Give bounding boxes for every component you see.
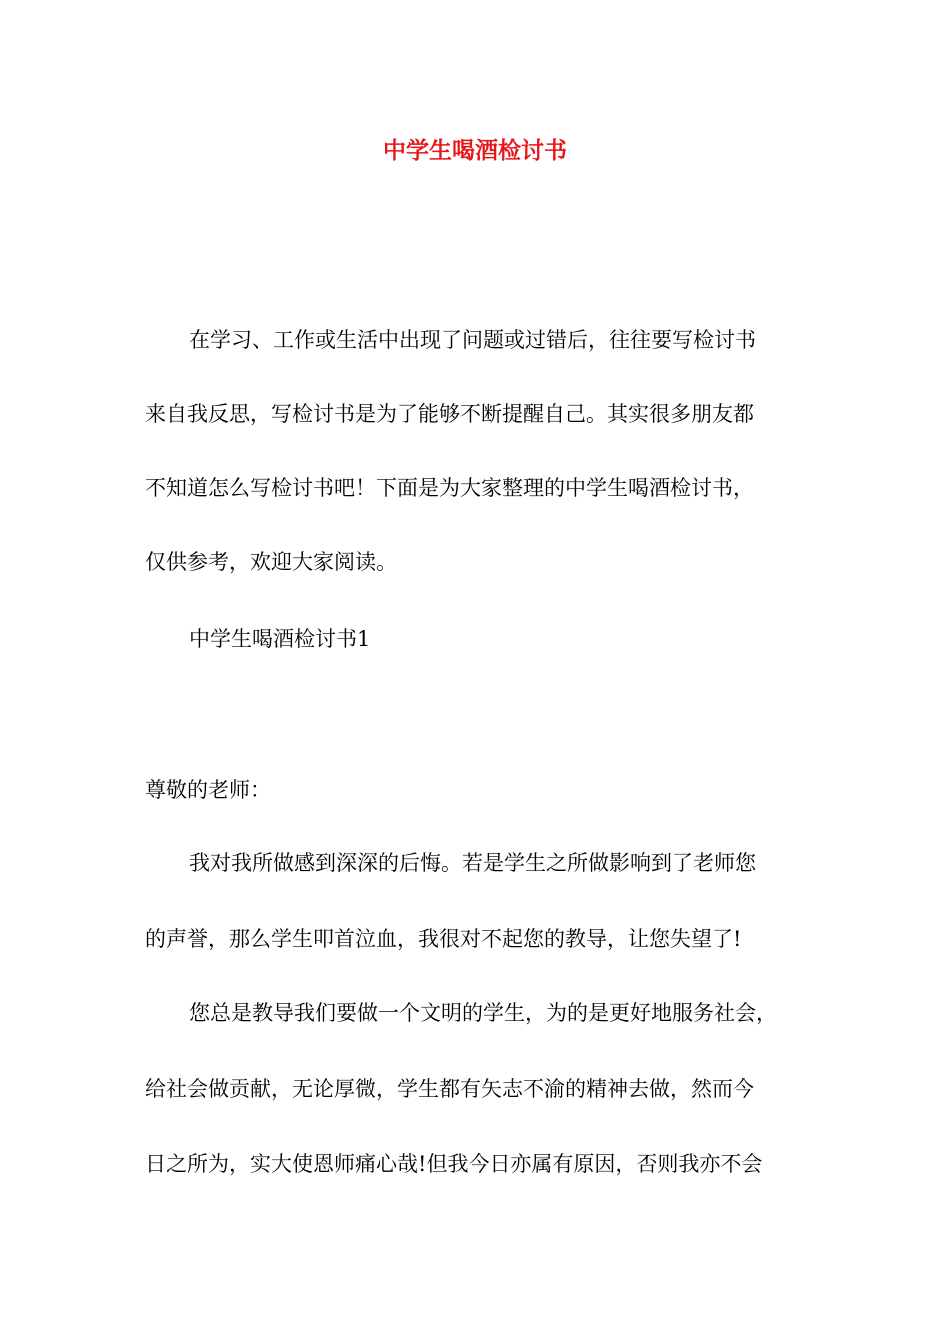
section-heading: 中学生喝酒检讨书1: [189, 627, 371, 651]
document-title: 中学生喝酒检讨书: [383, 137, 567, 164]
body-line: 的声誉，那么学生叩首泣血，我很对不起您的教导，让您失望了!: [145, 927, 742, 951]
body-line: 您总是教导我们要做一个文明的学生，为的是更好地服务社会，: [189, 1001, 777, 1025]
body-line: 在学习、工作或生活中出现了问题或过错后，往往要写检讨书: [189, 328, 756, 352]
salutation: 尊敬的老师：: [145, 778, 271, 802]
body-line: 来自我反思，写检讨书是为了能够不断提醒自己。其实很多朋友都: [145, 402, 754, 426]
body-line: 不知道怎么写检讨书吧！下面是为大家整理的中学生喝酒检讨书，: [145, 476, 754, 500]
body-line: 我对我所做感到深深的后悔。若是学生之所做影响到了老师您: [189, 851, 756, 875]
body-line: 仅供参考，欢迎大家阅读。: [145, 550, 397, 574]
body-line: 给社会做贡献，无论厚微，学生都有矢志不渝的精神去做，然而今: [145, 1077, 754, 1101]
body-line: 日之所为，实大使恩师痛心哉!但我今日亦属有原因，否则我亦不会: [145, 1152, 763, 1176]
